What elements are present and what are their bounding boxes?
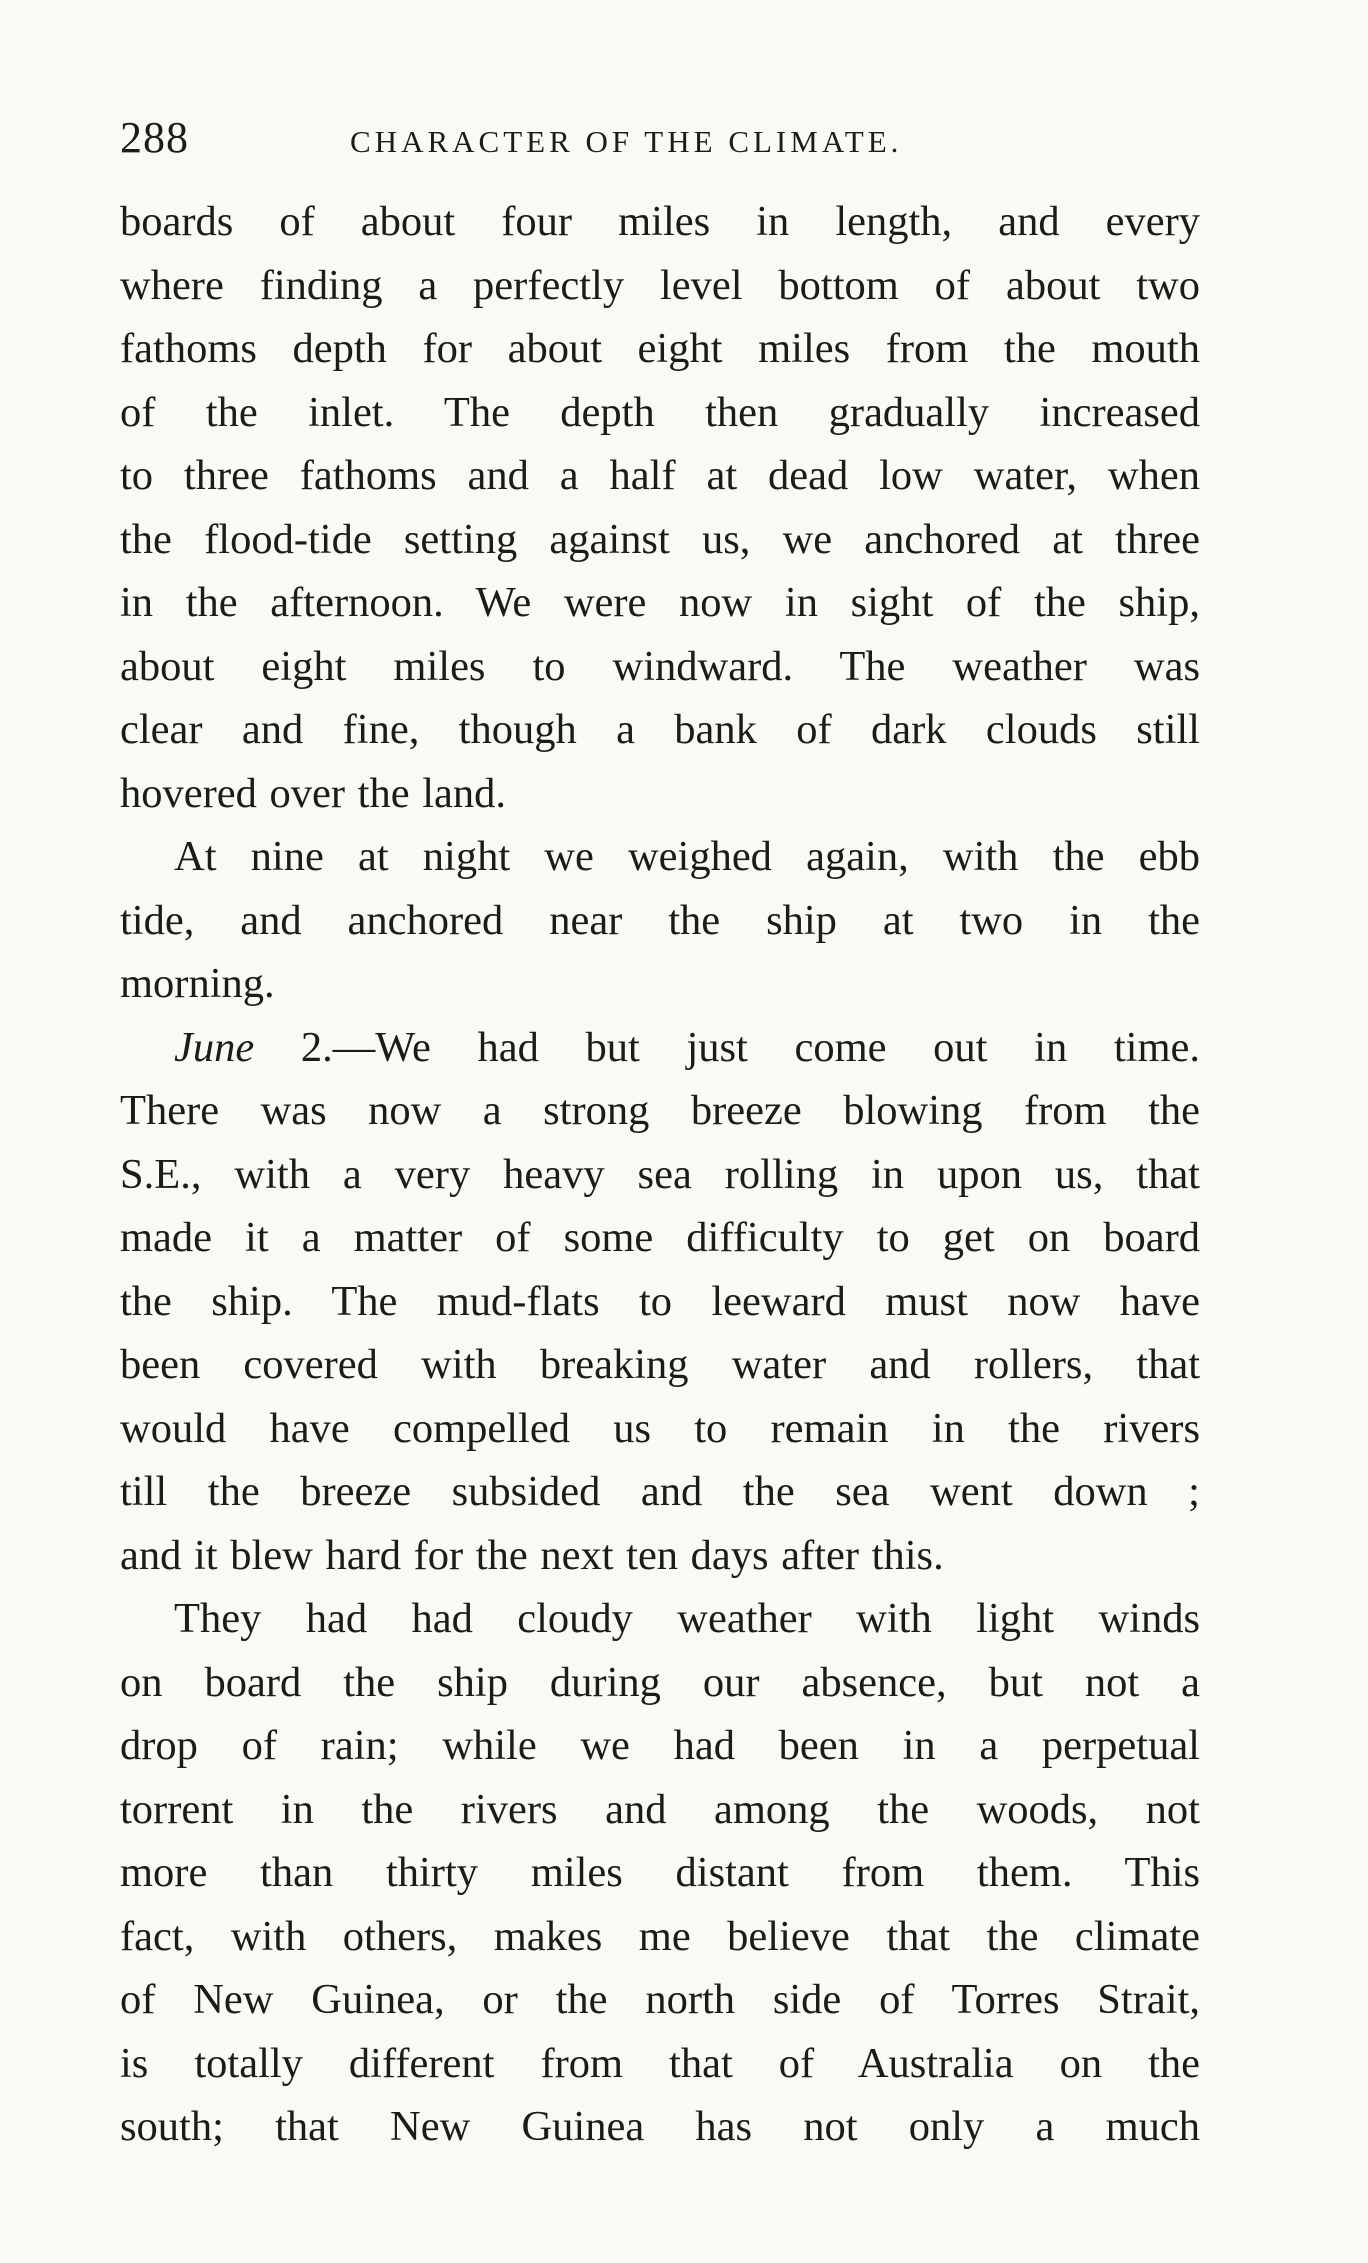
text-line: torrent in the rivers and among the woods, not xyxy=(120,1785,1200,1833)
text-line: S.E., with a very heavy sea rolling in upon us, that xyxy=(120,1150,1200,1198)
date-month: June xyxy=(174,1023,255,1071)
text-line-remainder: —We had but just come out in time. xyxy=(332,1023,1201,1071)
text-line: in the afternoon. We were now in sight of the ship, xyxy=(120,579,1200,626)
text-line: At nine at night we weighed again, with the ebb xyxy=(174,833,1200,880)
text-line: about eight miles to windward. The weather was xyxy=(120,642,1200,690)
text-line: tide, and anchored near the ship at two in the xyxy=(120,896,1200,944)
text-line: of the inlet. The depth then gradually increased xyxy=(120,388,1200,436)
text-line: where finding a perfectly level bottom of about two xyxy=(120,261,1200,309)
text-line: hovered over the land. xyxy=(120,769,506,817)
date-day: 2. xyxy=(254,1023,333,1071)
text-line: made it a matter of some difficulty to get on board xyxy=(120,1214,1200,1261)
text-line: more than thirty miles distant from them. This xyxy=(120,1849,1200,1896)
text-line: fact, with others, makes me believe that the climate xyxy=(120,1912,1200,1960)
text-line: boards of about four miles in length, and every xyxy=(120,198,1200,245)
text-line: on board the ship during our absence, but not a xyxy=(120,1658,1200,1706)
text-line: to three fathoms and a half at dead low water, when xyxy=(120,452,1200,499)
text-line: south; that New Guinea has not only a much xyxy=(120,2103,1200,2150)
text-line: of New Guinea, or the north side of Torres Strait, xyxy=(120,1976,1200,2023)
text-line: the ship. The mud-flats to leeward must now have xyxy=(120,1277,1200,1325)
text-line: fathoms depth for about eight miles from the mouth xyxy=(120,325,1200,372)
text-line: drop of rain; while we had been in a perpetual xyxy=(120,1722,1200,1769)
page-number: 288 xyxy=(120,113,189,162)
body-text xyxy=(120,190,1200,2159)
text-line: would have compelled us to remain in the rivers xyxy=(120,1404,1200,1452)
dated-text-line xyxy=(120,1016,1200,1080)
text-line: There was now a strong breeze blowing from the xyxy=(120,1087,1200,1134)
text-line: till the breeze subsided and the sea went down ; xyxy=(120,1468,1200,1515)
text-line: is totally different from that of Australia on the xyxy=(120,2039,1200,2087)
text-line: been covered with breaking water and rollers, that xyxy=(120,1341,1200,1388)
running-head xyxy=(120,108,1200,168)
text-line: They had had cloudy weather with light winds xyxy=(174,1595,1200,1642)
text-line: morning. xyxy=(120,960,275,1007)
text-line: clear and fine, though a bank of dark clouds still xyxy=(120,706,1200,753)
text-line: the flood-tide setting against us, we anchored at three xyxy=(120,515,1200,563)
running-title: CHARACTER OF THE CLIMATE. xyxy=(350,124,903,159)
text-line: and it blew hard for the next ten days after this. xyxy=(120,1531,944,1579)
